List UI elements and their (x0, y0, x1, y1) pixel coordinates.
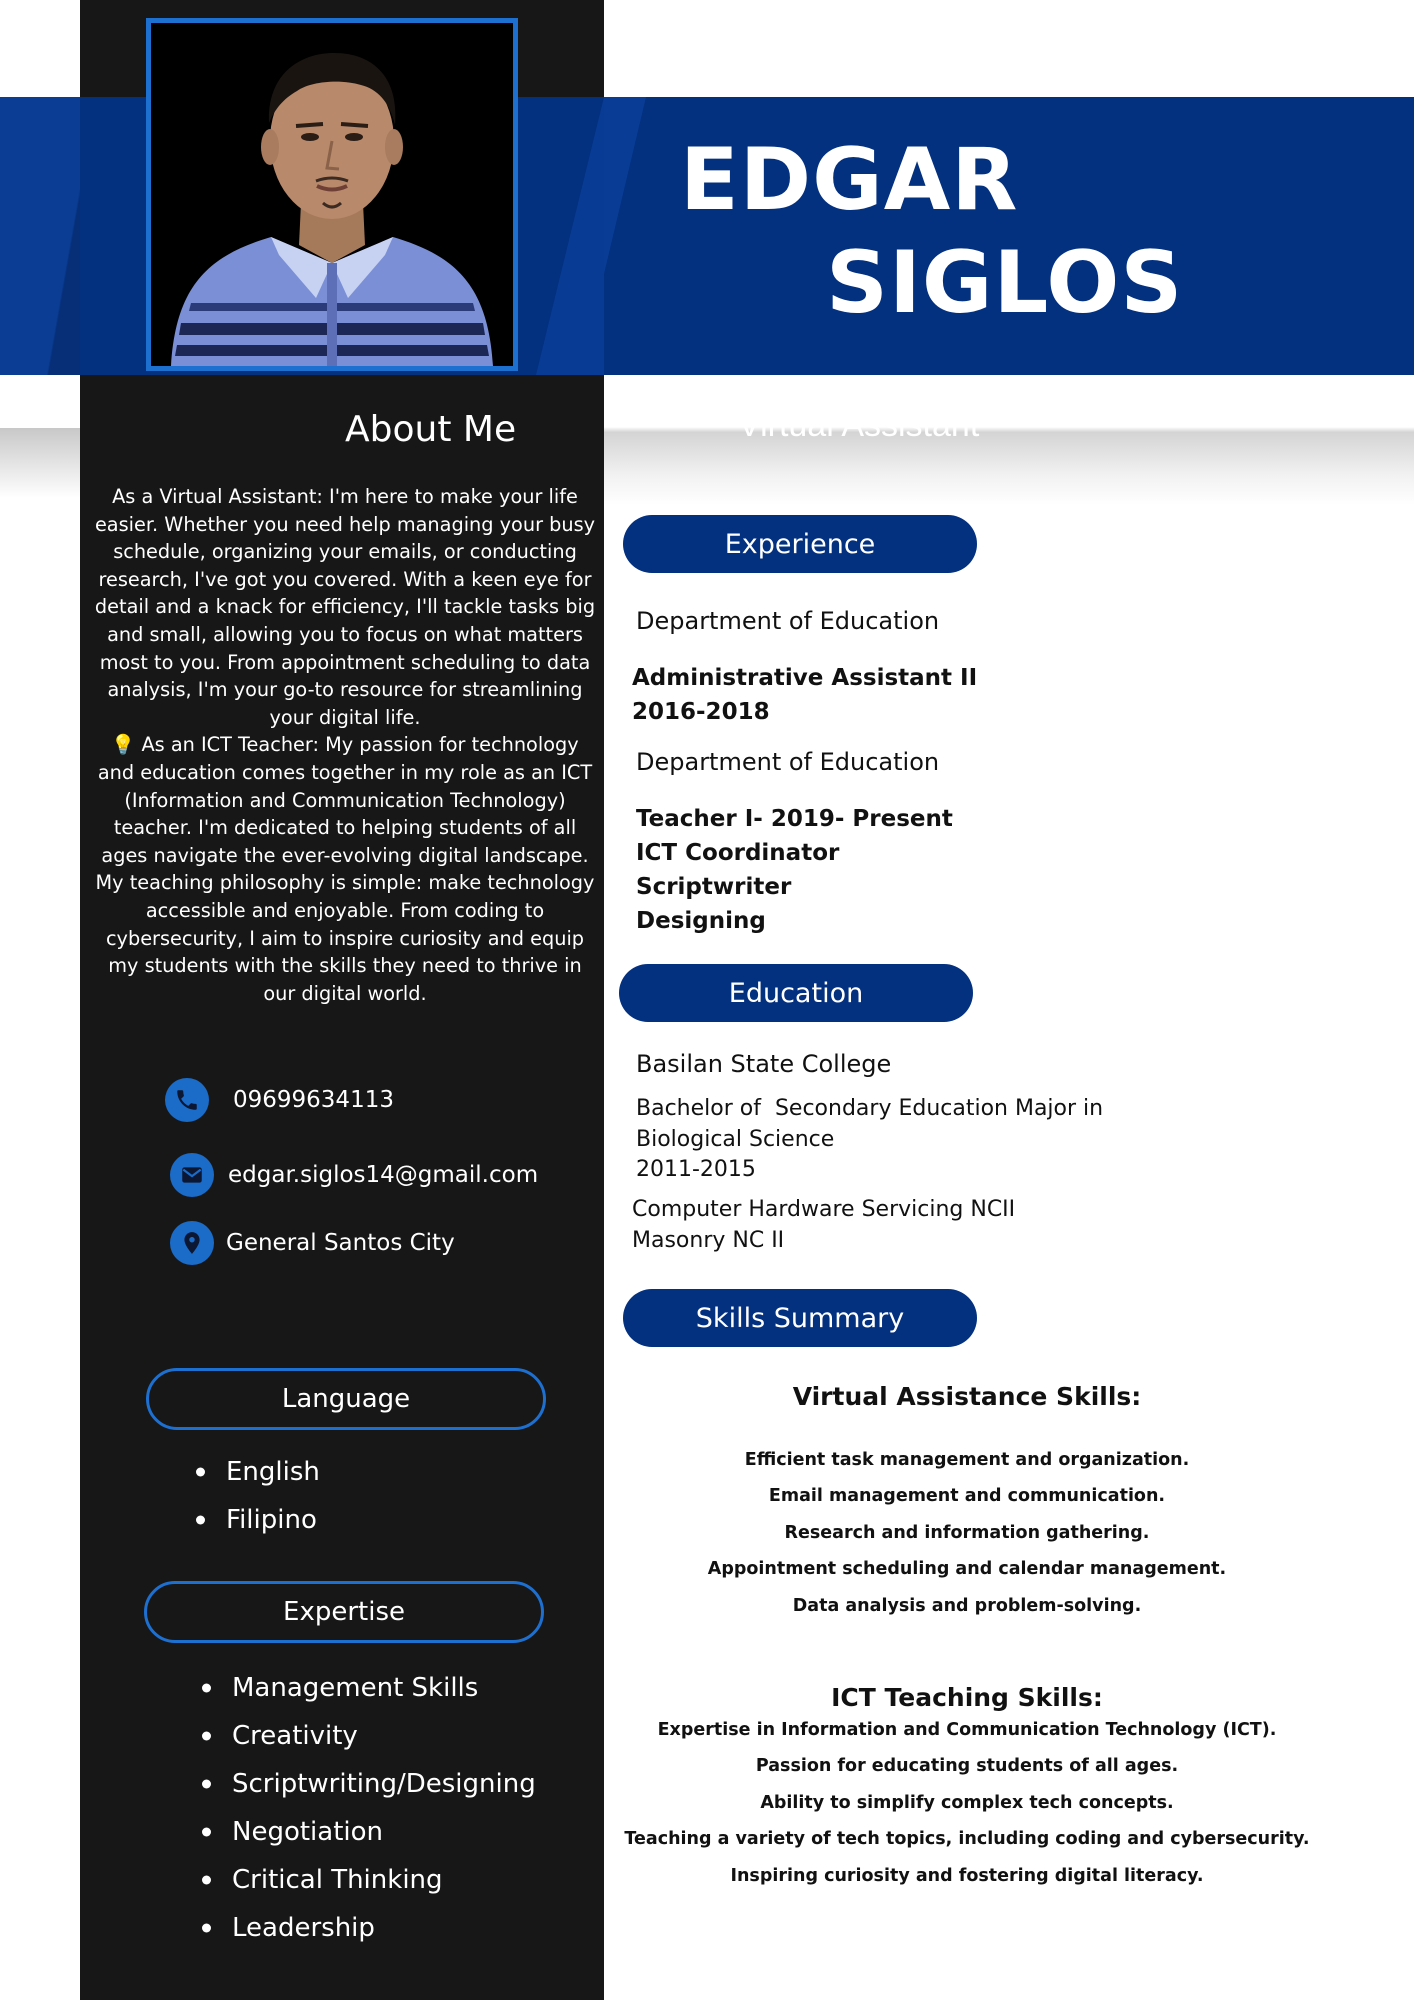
phone-number: 09699634113 (233, 1087, 394, 1113)
education-degree-line: Bachelor of Secondary Education Major in (636, 1096, 1104, 1121)
ict-skill-item: Inspiring curiosity and fostering digital literacy. (730, 1865, 1204, 1886)
education-degree-line: 2011-2015 (636, 1157, 756, 1182)
va-skills-heading: Virtual Assistance Skills: (792, 1382, 1142, 1411)
header-shadow-left (0, 428, 80, 498)
expertise-item: Leadership (200, 1904, 536, 1952)
education-cert-line: Computer Hardware Servicing NCII (632, 1197, 1016, 1222)
experience-org: Department of Education (636, 748, 940, 776)
education-heading (619, 964, 973, 1022)
expertise-item: Negotiation (200, 1808, 536, 1856)
va-skill-item: Email management and communication. (768, 1486, 1166, 1507)
contact-email[interactable] (170, 1153, 538, 1197)
ict-skill-item: Passion for educating students of all ages. (755, 1756, 1179, 1777)
expertise-heading-label: Expertise (283, 1597, 405, 1627)
contact-location (170, 1221, 455, 1265)
ict-skills-block (610, 1683, 1324, 1894)
language-heading (146, 1368, 546, 1430)
ict-skills-heading: ICT Teaching Skills: (831, 1683, 1103, 1712)
email-address: edgar.siglos14@gmail.com (228, 1162, 539, 1188)
profile-photo-illustration (151, 23, 513, 366)
experience-role-line: ICT Coordinator (636, 840, 840, 866)
profile-photo (146, 18, 518, 371)
experience-role-line: Administrative Assistant II (632, 665, 978, 691)
language-item: Filipino (194, 1496, 320, 1544)
expertise-heading (144, 1581, 544, 1643)
education-degree (636, 1094, 1196, 1186)
map-pin-icon (170, 1221, 214, 1265)
experience-role-line: Designing (636, 908, 766, 934)
ict-skill-item: Ability to simplify complex tech concepts. (760, 1792, 1174, 1813)
ict-skill-item: Expertise in Information and Communication Technology (ICT). (657, 1720, 1277, 1740)
education-school: Basilan State College (636, 1050, 892, 1078)
location-text: General Santos City (226, 1230, 455, 1256)
skills-heading (623, 1289, 977, 1347)
about-heading: About Me (345, 409, 517, 450)
education-certs (632, 1195, 1015, 1256)
expertise-item: Management Skills (200, 1664, 536, 1712)
experience-role-line: 2016-2018 (632, 699, 770, 725)
va-skill-item: Data analysis and problem-solving. (792, 1595, 1142, 1616)
language-item: English (194, 1448, 320, 1496)
mail-icon (170, 1153, 214, 1197)
language-list (194, 1448, 320, 1544)
education-degree-line: Biological Science (636, 1126, 835, 1152)
va-skills-block (610, 1382, 1324, 1624)
va-skill-item: Efficient task management and organization. (744, 1450, 1190, 1470)
expertise-item: Creativity (200, 1712, 536, 1760)
expertise-list (200, 1664, 536, 1952)
language-heading-label: Language (281, 1384, 411, 1414)
phone-icon (165, 1078, 209, 1122)
education-heading-label: Education (728, 977, 864, 1009)
experience-roles (636, 802, 953, 938)
name-first: EDGAR (680, 130, 1019, 230)
contact-phone[interactable] (165, 1078, 394, 1122)
experience-org: Department of Education (636, 607, 940, 635)
ict-skill-item: Teaching a variety of tech topics, including coding and cybersecurity. (624, 1829, 1310, 1850)
experience-heading-label: Experience (724, 528, 876, 560)
job-title-mask (604, 375, 1414, 427)
name-last: SIGLOS (826, 233, 1184, 333)
about-text (92, 483, 598, 1007)
skills-heading-label: Skills Summary (695, 1302, 905, 1334)
experience-heading (623, 515, 977, 573)
expertise-item: Scriptwriting/Designing (200, 1760, 536, 1808)
experience-role-line: Scriptwriter (636, 874, 792, 900)
expertise-item: Critical Thinking (200, 1856, 536, 1904)
va-skill-item: Research and information gathering. (784, 1522, 1150, 1543)
education-cert-line: Masonry NC II (632, 1227, 785, 1253)
header-facet (536, 97, 604, 375)
va-skill-item: Appointment scheduling and calendar management. (707, 1559, 1227, 1580)
about-paragraph: As a Virtual Assistant: I'm here to make your life easier. Whether you need help managing your busy schedule, organizing your emails, or conducting research, I've got you covered. With a keen eye for detail and a knack for efficiency, I'll tackle tasks big and small, allowing you to focus on what matters most to you. From appointment scheduling to data analysis, I'm your go-to resource for streamlining your digital life. 💡 As an ICT Teacher: My passion for technology and education comes together in my role as an ICT (Information and Communication Technology) teacher. I'm dedicated to helping students of all ages navigate the ever-evolving digital landscape. My teaching philosophy is simple: make technology accessible and enjoyable. From coding to cybersecurity, I aim to inspire curiosity and equip my students with the skills they need to thrive in our digital world. (94, 485, 596, 1005)
experience-roles (632, 661, 977, 729)
experience-role-line: Teacher I- 2019- Present (636, 806, 953, 832)
